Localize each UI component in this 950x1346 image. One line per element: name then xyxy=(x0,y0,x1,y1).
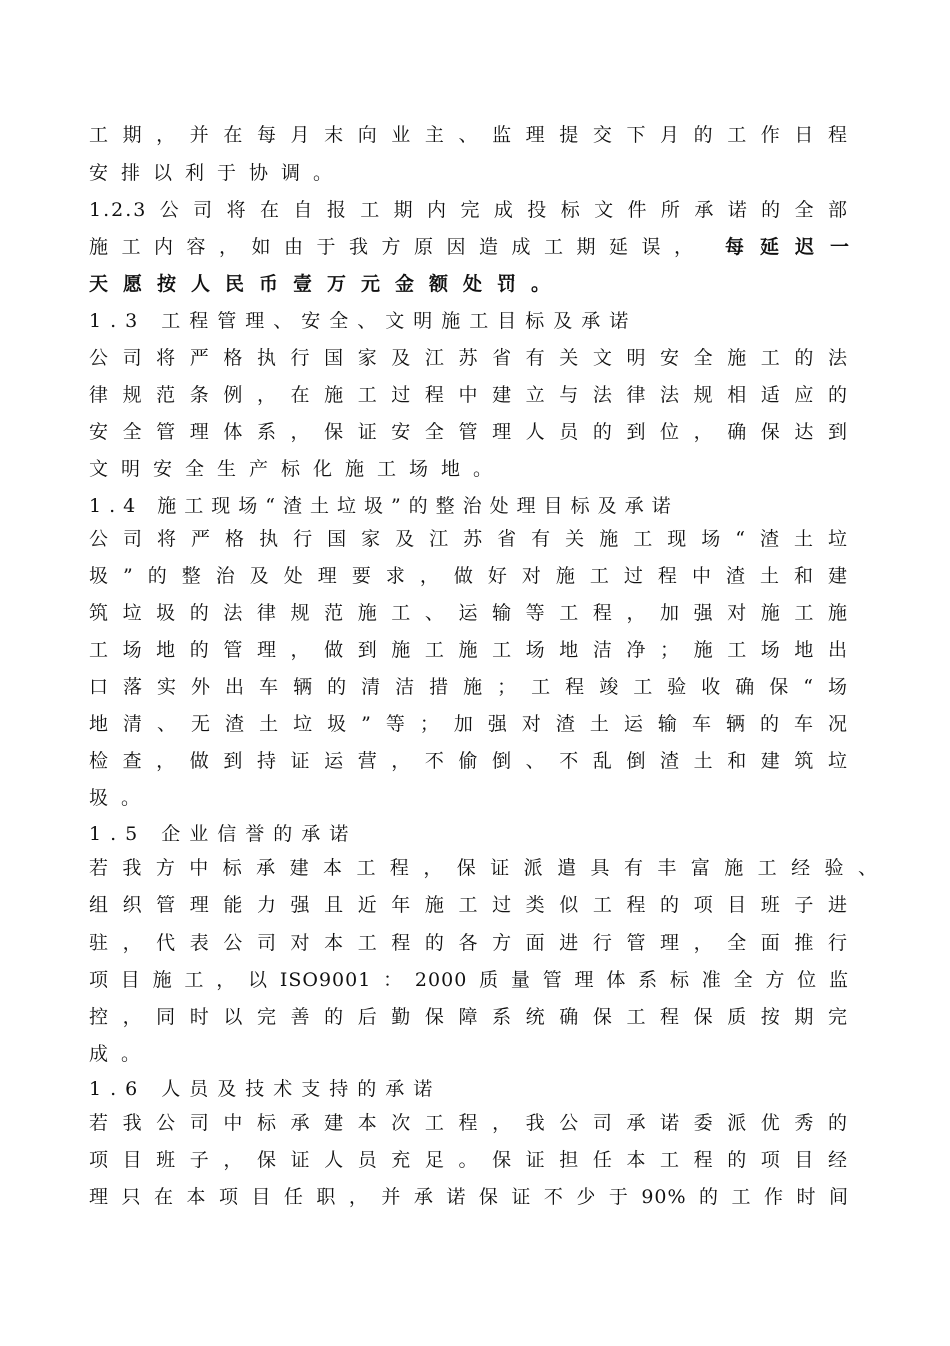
section-heading: 1.6 人员及技术支持的承诺 xyxy=(89,1078,442,1100)
paragraph-line: 驻，代表公司对本工程的各方面进行管理，全面推行 xyxy=(89,932,849,954)
penalty-emphasis: 每延迟一 xyxy=(724,236,865,258)
paragraph-line: 圾。 xyxy=(89,787,154,809)
paragraph-line: 成。 xyxy=(89,1043,154,1065)
paragraph-line: 律规范条例，在施工过程中建立与法律法规相适应的 xyxy=(89,384,849,406)
paragraph-line: 若我方中标承建本工程，保证派遣具有丰富施工经验、 xyxy=(89,857,879,879)
paragraph-line: 安全管理体系，保证安全管理人员的到位，确保达到 xyxy=(89,421,849,443)
paragraph-line: 安排以利于协调。 xyxy=(89,162,346,184)
paragraph-line xyxy=(89,232,865,262)
paragraph-line: 1.2.3公司将在自报工期内完成投标文件所承诺的全部 xyxy=(89,199,849,221)
paragraph-line: 工期，并在每月末向业主、监理提交下月的工作日程 xyxy=(89,124,849,146)
penalty-emphasis: 天愿按人民币壹万元金额处罚。 xyxy=(89,273,566,295)
section-heading: 1.3 工程管理、安全、文明施工目标及承诺 xyxy=(89,310,638,332)
paragraph-line: 项目施工，以ISO9001：2000质量管理体系标准全方位监 xyxy=(89,969,849,991)
paragraph-line: 工场地的管理，做到施工施工场地洁净；施工场地出 xyxy=(89,639,849,661)
paragraph-line: 公司将严格执行国家及江苏省有关文明安全施工的法 xyxy=(89,347,849,369)
paragraph-line: 圾”的整治及处理要求，做好对施工过程中渣土和建 xyxy=(89,565,849,587)
paragraph-line: 组织管理能力强且近年施工过类似工程的项目班子进 xyxy=(89,894,849,916)
paragraph-line: 公司将严格执行国家及江苏省有关施工现场“渣土垃 xyxy=(89,528,849,550)
section-heading: 1.4 施工现场“渣土垃圾”的整治处理目标及承诺 xyxy=(89,495,679,517)
section-heading: 1.5 企业信誉的承诺 xyxy=(89,823,358,845)
paragraph-line: 控，同时以完善的后勤保障系统确保工程保质按期完 xyxy=(89,1006,849,1028)
paragraph-line: 项目班子，保证人员充足。保证担任本工程的项目经 xyxy=(89,1149,849,1171)
paragraph-text: 施工内容，如由于我方原因造成工期延误， xyxy=(89,236,707,258)
paragraph-line: 若我公司中标承建本次工程，我公司承诺委派优秀的 xyxy=(89,1112,849,1134)
paragraph-line: 筑垃圾的法律规范施工、运输等工程，加强对施工施 xyxy=(89,602,849,624)
paragraph-line: 文明安全生产标化施工场地。 xyxy=(89,458,506,480)
paragraph-line: 检查，做到持证运营，不偷倒、不乱倒渣土和建筑垃 xyxy=(89,750,849,772)
paragraph-line: 地清、无渣土垃圾”等；加强对渣土运输车辆的车况 xyxy=(89,713,849,735)
paragraph-line: 理只在本项目任职，并承诺保证不少于90%的工作时间 xyxy=(89,1186,849,1208)
paragraph-line: 口落实外出车辆的清洁措施；工程竣工验收确保“场 xyxy=(89,676,849,698)
